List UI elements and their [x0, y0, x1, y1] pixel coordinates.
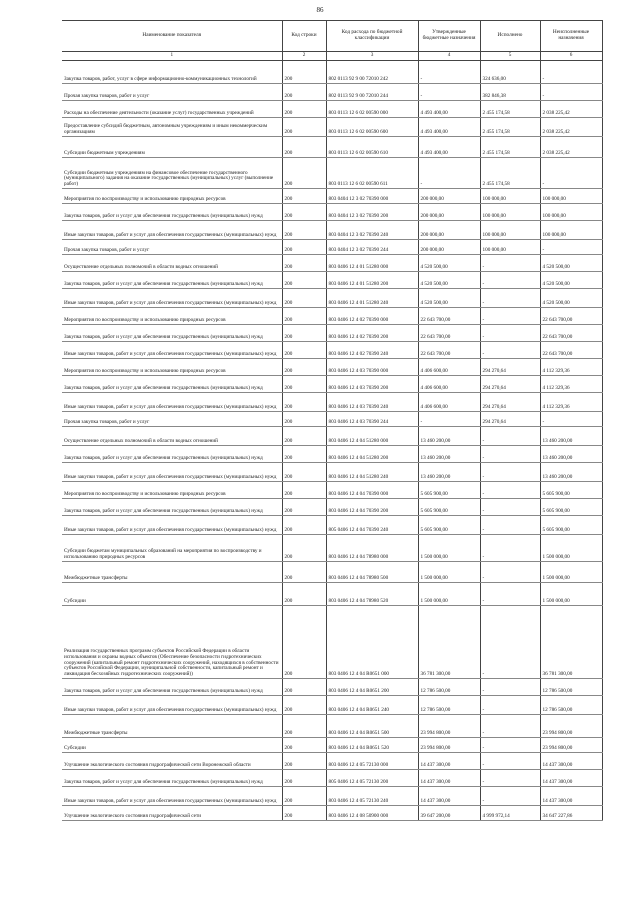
header-budget-code: Код расхода по бюджетной классификации [326, 21, 418, 52]
row-budget-code: 803 0406 12 4 08 50900 000 [326, 806, 418, 821]
row-unexecuted: 34 647 227,86 [540, 806, 602, 821]
row-name: Межбюджетные трансферты [62, 562, 282, 583]
row-line-code: 200 [282, 325, 326, 342]
row-approved: 4 406 600,00 [418, 376, 480, 393]
row-approved: 4 520 500,00 [418, 272, 480, 289]
row-budget-code: 803 0406 12 4 04 R0651 240 [326, 696, 418, 715]
row-approved: 4 406 600,00 [418, 359, 480, 376]
row-line-code: 200 [282, 715, 326, 738]
row-unexecuted: 14 437 300,00 [540, 770, 602, 787]
row-name: Субсидии [62, 738, 282, 753]
row-line-code: 200 [282, 463, 326, 482]
row-unexecuted: 2 038 225,42 [540, 137, 602, 158]
table-row [62, 359, 602, 376]
row-unexecuted: 22 643 700,00 [540, 308, 602, 325]
row-unexecuted: 13 460 200,00 [540, 446, 602, 463]
row-approved: 13 460 200,00 [418, 446, 480, 463]
table-row [62, 255, 602, 272]
row-line-code: 200 [282, 221, 326, 240]
row-name: Субсидии бюджетам муниципальных образований на мероприятия по воспроизводству и использованию природных ресурсов [62, 535, 282, 562]
row-line-code: 200 [282, 342, 326, 359]
row-budget-code: 802 0113 92 9 00 72010 242 [326, 61, 418, 84]
row-line-code: 200 [282, 427, 326, 446]
table-row [62, 463, 602, 482]
row-executed: - [480, 272, 540, 289]
row-line-code: 200 [282, 61, 326, 84]
row-unexecuted: 4 520 500,00 [540, 255, 602, 272]
row-budget-code: 803 0406 12 4 02 70390 200 [326, 325, 418, 342]
row-executed: 100 000,00 [480, 221, 540, 240]
row-line-code: 200 [282, 606, 326, 679]
row-budget-code: 803 0406 12 4 04 R0651 200 [326, 679, 418, 696]
row-approved: - [418, 61, 480, 84]
row-budget-code: 803 0404 12 3 02 70390 240 [326, 221, 418, 240]
row-line-code: 200 [282, 696, 326, 715]
row-name: Межбюджетные трансферты [62, 715, 282, 738]
row-executed: 294 270,64 [480, 359, 540, 376]
table-row [62, 753, 602, 770]
row-name: Закупка товаров, работ, услуг в сфере информационно-коммуникационных технологий [62, 61, 282, 84]
table-row [62, 427, 602, 446]
row-executed: 294 270,64 [480, 393, 540, 412]
table-row [62, 240, 602, 255]
row-budget-code: 803 0406 12 4 03 70390 000 [326, 359, 418, 376]
row-unexecuted: 36 781 300,00 [540, 606, 602, 679]
row-line-code: 200 [282, 562, 326, 583]
row-line-code: 200 [282, 255, 326, 272]
row-name: Предоставление субсидий бюджетным, автономным учреждениям и иным некоммерческим организациям [62, 118, 282, 137]
row-unexecuted: - [540, 412, 602, 427]
row-line-code: 200 [282, 101, 326, 118]
row-unexecuted: 4 112 329,36 [540, 376, 602, 393]
row-unexecuted: 4 112 329,36 [540, 393, 602, 412]
row-unexecuted: 1 500 000,00 [540, 535, 602, 562]
row-approved: 4 493 400,00 [418, 118, 480, 137]
column-number: 5 [480, 52, 540, 61]
row-approved: 5 605 900,00 [418, 516, 480, 535]
row-line-code: 200 [282, 738, 326, 753]
row-approved: 13 460 200,00 [418, 427, 480, 446]
row-line-code: 200 [282, 308, 326, 325]
row-name: Прочая закупка товаров, работ и услуг [62, 240, 282, 255]
row-name: Закупка товаров, работ и услуг для обеспечения государственных (муниципальных) нужд [62, 770, 282, 787]
row-name: Иные закупки товаров, работ и услуг для обеспечения государственных (муниципальных) нужд [62, 221, 282, 240]
row-budget-code: 803 0406 12 4 04 51280 200 [326, 446, 418, 463]
column-number: 3 [326, 52, 418, 61]
row-unexecuted: 100 000,00 [540, 204, 602, 221]
table-row [62, 221, 602, 240]
row-unexecuted: - [540, 84, 602, 101]
row-budget-code: 803 0406 12 4 03 70390 200 [326, 376, 418, 393]
row-name: Осуществление отдельных полномочий в области водных отношений [62, 427, 282, 446]
row-budget-code: 803 0113 12 6 02 00590 600 [326, 118, 418, 137]
row-approved: 5 605 900,00 [418, 499, 480, 516]
row-approved: 36 781 300,00 [418, 606, 480, 679]
row-approved: 4 520 500,00 [418, 255, 480, 272]
row-unexecuted: 5 605 900,00 [540, 499, 602, 516]
row-budget-code: 803 0404 12 3 02 70390 000 [326, 189, 418, 204]
table-row [62, 393, 602, 412]
row-executed: 100 000,00 [480, 204, 540, 221]
row-line-code: 200 [282, 240, 326, 255]
row-budget-code: 803 0406 12 4 04 51280 240 [326, 463, 418, 482]
row-line-code: 200 [282, 446, 326, 463]
table-row [62, 606, 602, 679]
budget-execution-table [62, 20, 603, 821]
row-unexecuted: 14 437 300,00 [540, 787, 602, 806]
row-executed: - [480, 738, 540, 753]
row-name: Расходы на обеспечение деятельности (оказание услуг) государственных учреждений [62, 101, 282, 118]
header-name: Наименование показателя [62, 21, 282, 52]
row-unexecuted: 13 460 200,00 [540, 427, 602, 446]
row-line-code: 200 [282, 376, 326, 393]
row-unexecuted: 4 112 329,36 [540, 359, 602, 376]
row-approved: 200 000,00 [418, 240, 480, 255]
row-name: Мероприятия по воспроизводству и использованию природных ресурсов [62, 482, 282, 499]
row-approved: 12 786 500,00 [418, 679, 480, 696]
row-budget-code: 805 0406 12 4 05 72130 200 [326, 770, 418, 787]
table-row [62, 446, 602, 463]
row-line-code: 200 [282, 499, 326, 516]
table-row [62, 158, 602, 189]
table-row [62, 715, 602, 738]
row-name: Закупка товаров, работ и услуг для обеспечения государственных (муниципальных) нужд [62, 679, 282, 696]
row-line-code: 200 [282, 516, 326, 535]
row-executed: 294 270,64 [480, 376, 540, 393]
row-line-code: 200 [282, 583, 326, 606]
table-row [62, 696, 602, 715]
table-row [62, 376, 602, 393]
header-executed: Исполнено [480, 21, 540, 52]
row-approved: 39 647 200,00 [418, 806, 480, 821]
row-name: Закупка товаров, работ и услуг для обеспечения государственных (муниципальных) нужд [62, 446, 282, 463]
row-unexecuted: 12 786 500,00 [540, 679, 602, 696]
row-line-code: 200 [282, 482, 326, 499]
row-executed: 2 455 174,58 [480, 118, 540, 137]
row-budget-code: 803 0404 12 3 02 70390 244 [326, 240, 418, 255]
row-executed: - [480, 342, 540, 359]
row-executed: - [480, 679, 540, 696]
column-number-row [62, 52, 602, 61]
row-unexecuted: 100 000,00 [540, 189, 602, 204]
row-name: Мероприятия по воспроизводству и использованию природных ресурсов [62, 359, 282, 376]
row-name: Мероприятия по воспроизводству и использованию природных ресурсов [62, 189, 282, 204]
table-row [62, 137, 602, 158]
row-line-code: 200 [282, 189, 326, 204]
row-line-code: 200 [282, 753, 326, 770]
page-number: 86 [316, 6, 324, 14]
row-approved: 4 493 400,00 [418, 101, 480, 118]
table-row [62, 482, 602, 499]
row-unexecuted: - [540, 61, 602, 84]
table-row [62, 679, 602, 696]
row-executed: 100 000,00 [480, 240, 540, 255]
row-budget-code: 803 0406 12 4 05 72130 240 [326, 787, 418, 806]
row-budget-code: 803 0406 12 4 01 51280 200 [326, 272, 418, 289]
row-budget-code: 803 0406 12 4 04 51280 000 [326, 427, 418, 446]
row-approved: 1 500 000,00 [418, 535, 480, 562]
row-name: Иные закупки товаров, работ и услуг для обеспечения государственных (муниципальных) нужд [62, 289, 282, 308]
row-name: Осуществление отдельных полномочий в области водных отношений [62, 255, 282, 272]
row-unexecuted: 4 520 500,00 [540, 272, 602, 289]
table-row [62, 204, 602, 221]
table-row [62, 787, 602, 806]
row-executed: - [480, 499, 540, 516]
row-executed: - [480, 255, 540, 272]
row-line-code: 200 [282, 137, 326, 158]
row-approved: - [418, 84, 480, 101]
row-approved: 4 493 400,00 [418, 137, 480, 158]
row-budget-code: 803 0406 12 4 01 51280 000 [326, 255, 418, 272]
row-approved: 14 437 300,00 [418, 753, 480, 770]
row-budget-code: 803 0406 12 4 02 70390 240 [326, 342, 418, 359]
row-budget-code: 803 0406 12 4 04 70390 200 [326, 499, 418, 516]
row-line-code: 200 [282, 118, 326, 137]
row-executed: - [480, 715, 540, 738]
table-row [62, 342, 602, 359]
row-executed: 2 455 174,58 [480, 101, 540, 118]
row-unexecuted: 5 605 900,00 [540, 516, 602, 535]
row-line-code: 200 [282, 158, 326, 189]
column-number: 1 [62, 52, 282, 61]
row-name: Улучшение экологического состояния гидрографической сети [62, 806, 282, 821]
row-approved: 4 406 600,00 [418, 393, 480, 412]
row-unexecuted: 14 437 300,00 [540, 753, 602, 770]
row-approved: - [418, 412, 480, 427]
row-executed: - [480, 535, 540, 562]
row-unexecuted: - [540, 240, 602, 255]
row-line-code: 200 [282, 412, 326, 427]
row-executed: - [480, 325, 540, 342]
row-budget-code: 803 0406 12 4 04 R0651 000 [326, 606, 418, 679]
table-row [62, 770, 602, 787]
header-unexecuted: Неисполненные назначения [540, 21, 602, 52]
row-line-code: 200 [282, 84, 326, 101]
row-executed: - [480, 463, 540, 482]
row-executed: - [480, 606, 540, 679]
row-approved: 200 000,00 [418, 189, 480, 204]
row-unexecuted: 1 500 000,00 [540, 583, 602, 606]
row-name: Субсидии бюджетным учреждениям [62, 137, 282, 158]
row-unexecuted: - [540, 158, 602, 189]
row-name: Прочая закупка товаров, работ и услуг [62, 412, 282, 427]
table-row [62, 806, 602, 821]
row-approved: 22 643 700,00 [418, 325, 480, 342]
row-executed: - [480, 787, 540, 806]
row-approved: 14 437 300,00 [418, 787, 480, 806]
row-name: Иные закупки товаров, работ и услуг для обеспечения государственных (муниципальных) нужд [62, 787, 282, 806]
table-row [62, 61, 602, 84]
row-approved: 200 000,00 [418, 204, 480, 221]
row-budget-code: 802 0113 92 9 00 72010 244 [326, 84, 418, 101]
row-budget-code: 803 0113 12 6 02 00590 610 [326, 137, 418, 158]
table-row [62, 738, 602, 753]
table-row [62, 583, 602, 606]
row-approved: 22 643 700,00 [418, 308, 480, 325]
row-name: Иные закупки товаров, работ и услуг для обеспечения государственных (муниципальных) нужд [62, 696, 282, 715]
row-budget-code: 803 0406 12 4 04 R0651 520 [326, 738, 418, 753]
table-row [62, 272, 602, 289]
row-line-code: 200 [282, 272, 326, 289]
row-unexecuted: 22 643 700,00 [540, 325, 602, 342]
row-line-code: 200 [282, 359, 326, 376]
row-executed: 2 455 174,58 [480, 158, 540, 189]
table-row [62, 325, 602, 342]
row-executed: - [480, 308, 540, 325]
row-budget-code: 803 0406 12 4 04 70390 000 [326, 482, 418, 499]
row-name: Закупка товаров, работ и услуг для обеспечения государственных (муниципальных) нужд [62, 376, 282, 393]
row-executed: 324 636,00 [480, 61, 540, 84]
row-budget-code: 803 0406 12 4 04 R0651 500 [326, 715, 418, 738]
row-executed: - [480, 446, 540, 463]
row-executed: 4 999 972,14 [480, 806, 540, 821]
row-unexecuted: 12 786 500,00 [540, 696, 602, 715]
header-line-code: Код строки [282, 21, 326, 52]
row-executed: 2 455 174,58 [480, 137, 540, 158]
row-budget-code: 803 0406 12 4 03 70390 240 [326, 393, 418, 412]
column-number: 2 [282, 52, 326, 61]
row-approved: 5 605 900,00 [418, 482, 480, 499]
row-line-code: 200 [282, 204, 326, 221]
row-budget-code: 803 0404 12 3 02 70390 200 [326, 204, 418, 221]
row-line-code: 200 [282, 679, 326, 696]
table-row [62, 499, 602, 516]
table-header-row [62, 21, 602, 52]
row-name: Субсидии бюджетным учреждениям на финансовое обеспечение государственного (муниципального) задания на оказание государственных (муниципальных) услуг (выполнение работ) [62, 158, 282, 189]
table-row [62, 118, 602, 137]
row-name: Иные закупки товаров, работ и услуг для обеспечения государственных (муниципальных) нужд [62, 516, 282, 535]
table-row [62, 84, 602, 101]
row-approved: 200 000,00 [418, 221, 480, 240]
row-executed: 100 000,00 [480, 189, 540, 204]
row-line-code: 200 [282, 393, 326, 412]
row-approved: - [418, 158, 480, 189]
row-budget-code: 803 0406 12 4 05 72130 000 [326, 753, 418, 770]
row-name: Прочая закупка товаров, работ и услуг [62, 84, 282, 101]
row-line-code: 200 [282, 289, 326, 308]
table-row [62, 289, 602, 308]
row-unexecuted: 13 460 200,00 [540, 463, 602, 482]
row-name: Реализация государственных программ субъектов Российской Федерации в области использования и охраны водных объектов (Обеспечение безопасности гидротехнических сооружений (капитальный ремонт гидротехнических сооружений, находящихся в собственности субъектов Российской Федерации, муниципальной собственности, капитальный ремонт и ликвидация бесхозяйных гидротехнических сооружений)) [62, 606, 282, 679]
row-unexecuted: 23 994 800,00 [540, 738, 602, 753]
table-row [62, 101, 602, 118]
row-line-code: 200 [282, 535, 326, 562]
row-approved: 23 994 800,00 [418, 715, 480, 738]
table-row [62, 189, 602, 204]
row-budget-code: 803 0406 12 4 04 78980 520 [326, 583, 418, 606]
row-name: Закупка товаров, работ и услуг для обеспечения государственных (муниципальных) нужд [62, 204, 282, 221]
table-row [62, 412, 602, 427]
row-budget-code: 803 0113 12 6 02 00590 000 [326, 101, 418, 118]
row-executed: - [480, 516, 540, 535]
row-budget-code: 803 0406 12 4 01 51280 240 [326, 289, 418, 308]
row-executed: - [480, 427, 540, 446]
row-name: Субсидии [62, 583, 282, 606]
row-approved: 1 500 000,00 [418, 583, 480, 606]
table-body [62, 61, 602, 821]
row-approved: 4 520 500,00 [418, 289, 480, 308]
row-name: Закупка товаров, работ и услуг для обеспечения государственных (муниципальных) нужд [62, 325, 282, 342]
row-budget-code: 803 0406 12 4 04 78980 000 [326, 535, 418, 562]
row-line-code: 200 [282, 770, 326, 787]
row-unexecuted: 2 038 225,42 [540, 118, 602, 137]
column-number: 6 [540, 52, 602, 61]
row-line-code: 200 [282, 787, 326, 806]
row-budget-code: 803 0406 12 4 02 70390 000 [326, 308, 418, 325]
row-unexecuted: 5 605 900,00 [540, 482, 602, 499]
row-executed: - [480, 562, 540, 583]
row-line-code: 200 [282, 806, 326, 821]
table-row [62, 562, 602, 583]
row-approved: 13 460 200,00 [418, 463, 480, 482]
row-unexecuted: 4 520 500,00 [540, 289, 602, 308]
row-executed: 294 270,64 [480, 412, 540, 427]
row-name: Иные закупки товаров, работ и услуг для обеспечения государственных (муниципальных) нужд [62, 463, 282, 482]
row-executed: - [480, 696, 540, 715]
row-executed: - [480, 482, 540, 499]
row-approved: 1 500 000,00 [418, 562, 480, 583]
row-approved: 23 994 800,00 [418, 738, 480, 753]
row-name: Улучшение экологического состояния гидрографической сети Воронежской области [62, 753, 282, 770]
row-executed: 382 846,38 [480, 84, 540, 101]
row-approved: 12 786 500,00 [418, 696, 480, 715]
table-row [62, 308, 602, 325]
row-name: Мероприятия по воспроизводству и использованию природных ресурсов [62, 308, 282, 325]
row-budget-code: 803 0113 12 6 02 00590 611 [326, 158, 418, 189]
row-executed: - [480, 770, 540, 787]
row-budget-code: 803 0406 12 4 03 70390 244 [326, 412, 418, 427]
row-unexecuted: 2 038 225,42 [540, 101, 602, 118]
row-name: Закупка товаров, работ и услуг для обеспечения государственных (муниципальных) нужд [62, 499, 282, 516]
row-unexecuted: 23 994 800,00 [540, 715, 602, 738]
row-executed: - [480, 753, 540, 770]
header-approved: Утвержденные бюджетные назначения [418, 21, 480, 52]
row-name: Иные закупки товаров, работ и услуг для обеспечения государственных (муниципальных) нужд [62, 393, 282, 412]
row-unexecuted: 100 000,00 [540, 221, 602, 240]
row-name: Закупка товаров, работ и услуг для обеспечения государственных (муниципальных) нужд [62, 272, 282, 289]
row-approved: 22 643 700,00 [418, 342, 480, 359]
row-executed: - [480, 289, 540, 308]
row-name: Иные закупки товаров, работ и услуг для обеспечения государственных (муниципальных) нужд [62, 342, 282, 359]
table-row [62, 516, 602, 535]
row-unexecuted: 1 500 000,00 [540, 562, 602, 583]
table-row [62, 535, 602, 562]
row-unexecuted: 22 643 700,00 [540, 342, 602, 359]
row-budget-code: 803 0406 12 4 04 78980 500 [326, 562, 418, 583]
column-number: 4 [418, 52, 480, 61]
row-executed: - [480, 583, 540, 606]
row-budget-code: 805 0406 12 4 04 70390 240 [326, 516, 418, 535]
row-approved: 14 437 300,00 [418, 770, 480, 787]
